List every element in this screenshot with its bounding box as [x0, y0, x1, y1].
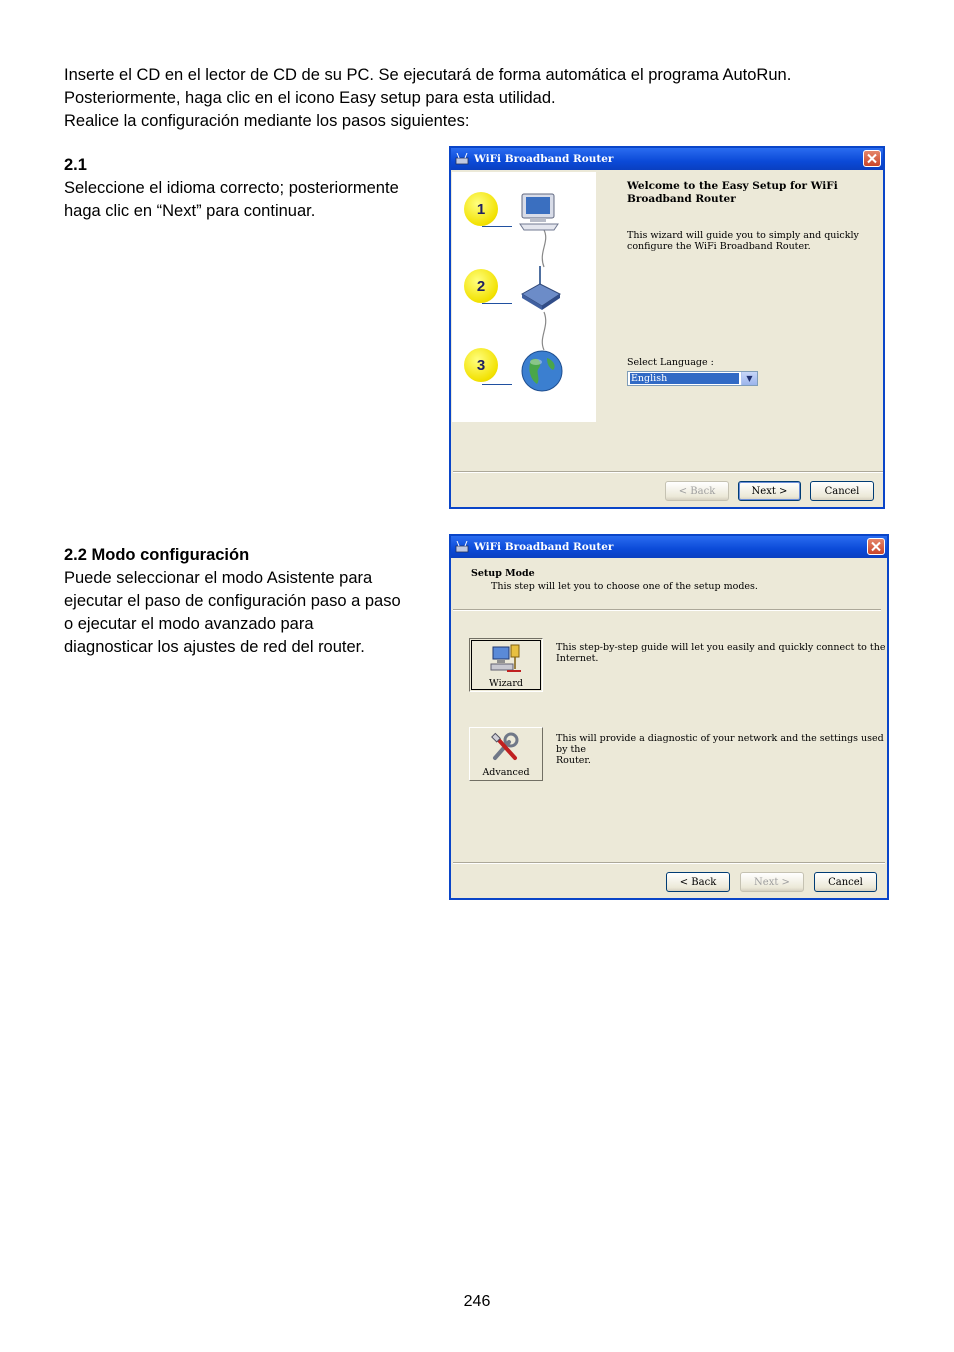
language-select[interactable]: [627, 371, 758, 386]
advanced-button-label: Advanced: [482, 767, 530, 778]
wizard-button[interactable]: [469, 638, 543, 692]
advanced-description-line-2: Router.: [556, 755, 591, 766]
computer-icon: [518, 192, 562, 232]
section-2-2-line-4: diagnosticar los ajustes de red del router.: [64, 638, 365, 656]
step-1-underline: [482, 226, 512, 227]
welcome-dialog-titlebar[interactable]: [451, 148, 883, 170]
footer-divider: [453, 862, 885, 864]
welcome-dialog-title: WiFi Broadband Router: [474, 153, 614, 165]
advanced-button[interactable]: [469, 727, 543, 781]
welcome-heading: [627, 180, 838, 206]
router-icon: [520, 264, 564, 312]
wizard-button-label: Wizard: [489, 678, 523, 689]
setup-mode-header-desc: This step will let you to choose one of the setup modes.: [491, 581, 758, 592]
welcome-dialog: [449, 146, 885, 509]
router-app-icon: [455, 153, 469, 165]
cancel-button[interactable]: Cancel: [810, 481, 874, 501]
section-2-1-line-1: Seleccione el idioma correcto; posteriormente: [64, 179, 399, 197]
setup-mode-dialog: [449, 534, 889, 900]
back-button[interactable]: < Back: [665, 481, 729, 501]
wizard-description-line-1: This step-by-step guide will let you easily and quickly connect to the: [556, 642, 886, 653]
section-2-2-line-1: Puede seleccionar el modo Asistente para: [64, 569, 373, 587]
step-1-badge: 1: [464, 192, 498, 226]
close-button[interactable]: [867, 538, 885, 555]
setup-mode-dialog-title: WiFi Broadband Router: [474, 541, 614, 553]
close-icon: [868, 539, 884, 554]
intro-line-1: Inserte el CD en el lector de CD de su PC. Se ejecutará de forma automática el programa AutoRun.: [64, 66, 792, 84]
close-button[interactable]: [863, 150, 881, 167]
next-button[interactable]: Next >: [740, 872, 804, 892]
close-icon: [864, 151, 880, 166]
router-app-icon: [455, 541, 469, 553]
step-2-badge: 2: [464, 269, 498, 303]
step-3-badge: 3: [464, 348, 498, 382]
setup-mode-header-title: Setup Mode: [471, 568, 535, 579]
advanced-description-line-1: This will provide a diagnostic of your network and the settings used by the: [556, 733, 884, 755]
section-2-1-text: [64, 154, 444, 223]
language-selected-value: English: [630, 373, 739, 384]
language-label: Select Language :: [627, 357, 714, 368]
section-2-1-line-2: haga clic en “Next” para continuar.: [64, 202, 316, 220]
section-2-2-heading: 2.2 Modo configuración: [64, 546, 250, 564]
welcome-description-line-2: configure the WiFi Broadband Router.: [627, 241, 811, 252]
next-button[interactable]: Next >: [738, 481, 801, 501]
welcome-heading-line-1: Welcome to the Easy Setup for WiFi: [627, 180, 838, 192]
wizard-icon: [489, 643, 523, 675]
intro-line-2: Posteriormente, haga clic en el icono Easy setup para esta utilidad.: [64, 89, 556, 107]
wizard-description: [556, 642, 885, 664]
welcome-description-line-1: This wizard will guide you to simply and quickly: [627, 230, 859, 241]
wizard-description-line-2: Internet.: [556, 653, 599, 664]
welcome-description: [627, 230, 859, 252]
advanced-description: [556, 733, 887, 766]
step-2-underline: [482, 303, 512, 304]
step-3-underline: [482, 384, 512, 385]
intro-line-3: Realice la configuración mediante los pasos siguientes:: [64, 112, 470, 130]
globe-icon: [519, 348, 565, 394]
welcome-heading-line-2: Broadband Router: [627, 193, 736, 205]
section-2-2-line-3: o ejecutar el modo avanzado para: [64, 615, 314, 633]
chevron-down-icon[interactable]: ▼: [741, 372, 757, 385]
cancel-button[interactable]: Cancel: [814, 872, 877, 892]
footer-divider: [453, 471, 883, 473]
back-button[interactable]: < Back: [666, 872, 730, 892]
section-2-2-text: [64, 544, 444, 659]
section-2-2-line-2: ejecutar el paso de configuración paso a paso: [64, 592, 401, 610]
header-divider: [453, 609, 881, 611]
page-number: 246: [463, 1293, 491, 1310]
setup-mode-dialog-titlebar[interactable]: [451, 536, 887, 558]
section-2-1-heading: 2.1: [64, 156, 87, 174]
tools-icon: [489, 732, 523, 764]
intro-paragraph: [64, 64, 791, 133]
